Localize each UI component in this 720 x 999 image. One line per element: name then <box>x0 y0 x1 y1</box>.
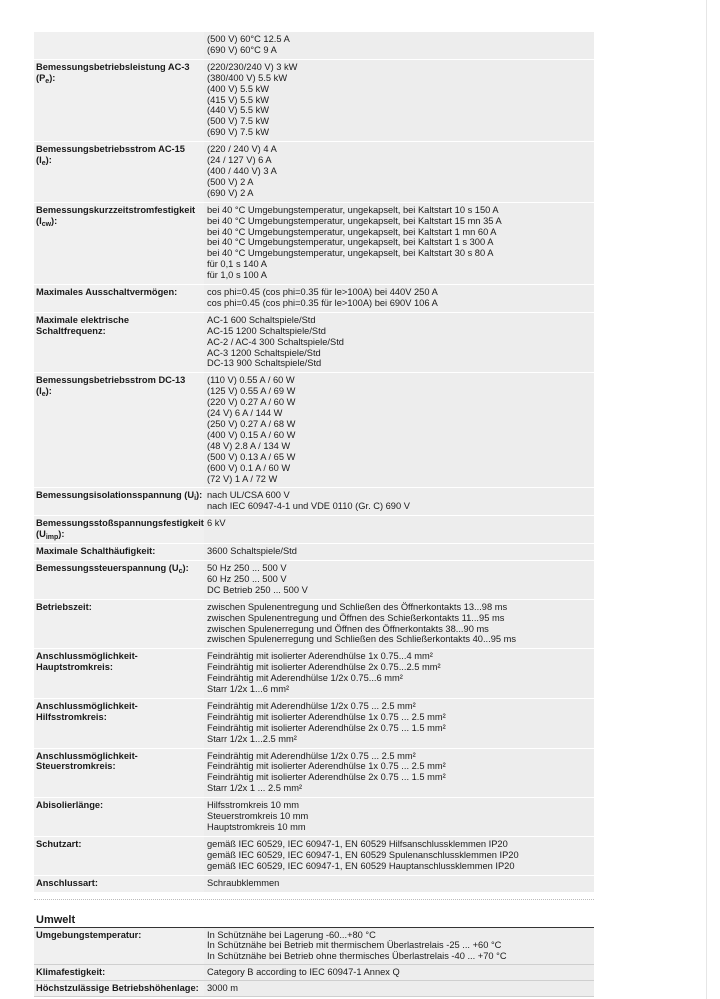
spec-label-symbol: $(I_e)$: <box>36 386 52 399</box>
spec-label-subscript: e <box>41 160 46 168</box>
spec-label-text: Anschlussart: <box>36 877 98 888</box>
page-edge-divider <box>706 0 707 999</box>
spec-label <box>34 516 204 544</box>
spec-value-line: zwischen Spulenentregung und Schließen des Öffnerkontakts 13...98 ms <box>207 601 508 612</box>
spec-row <box>34 599 594 649</box>
spec-value-line: Feindrähtig mit Aderendhülse 1/2x 0.75 ... 2.5 mm² <box>207 750 416 761</box>
spec-label-text: Klimafestigkeit: <box>36 967 106 978</box>
spec-label-subscript: c <box>178 567 183 575</box>
spec-value <box>204 285 594 313</box>
spec-row <box>34 965 594 981</box>
spec-value-line: In Schütznähe bei Betrieb mit thermischem Überlastrelais -25 ... +60 °C <box>207 940 502 951</box>
spec-value-line: bei 40 °C Umgebungstemperatur, ungekapselt, bei Kaltstart 1 mn 60 A <box>207 226 497 237</box>
spec-value-line: AC-2 / AC-4 300 Schaltspiele/Std <box>207 336 344 347</box>
spec-label-subscript: e <box>45 77 50 85</box>
spec-value-line: Feindrähtig mit isolierter Aderendhülse 2x 0.75...2.5 mm² <box>207 662 441 673</box>
spec-value <box>204 373 594 488</box>
spec-value-line: (110 V) 0.55 A / 60 W <box>207 375 295 386</box>
spec-value-line: Feindrähtig mit isolierter Aderendhülse 1x 0.75 ... 2.5 mm² <box>207 761 446 772</box>
spec-value-line: Starr 1/2x 1...2.5 mm² <box>207 733 297 744</box>
environment-table <box>34 928 594 998</box>
spec-label-text: Maximale Schalthäufigkeit: <box>36 546 156 557</box>
spec-value <box>204 59 594 141</box>
spec-value-line: (400 V) 0.15 A / 60 W <box>207 429 296 440</box>
spec-label-text: Bemessungsstoßspannungsfestigkeit <box>36 518 204 529</box>
spec-value-line: (600 V) 0.1 A / 60 W <box>207 462 291 473</box>
spec-label-text: Betriebszeit: <box>36 601 92 612</box>
spec-row <box>34 142 594 203</box>
spec-value-line: (500 V) 60°C 12.5 A <box>207 34 290 44</box>
spec-value-line: cos phi=0.45 (cos phi=0.35 für le>100A) bei 690V 106 A <box>207 297 438 308</box>
spec-label-subscript: imp <box>45 534 59 542</box>
spec-label <box>34 698 204 748</box>
spec-value-line: gemäß IEC 60529, IEC 60947-1, EN 60529 Spulenanschlussklemmen IP20 <box>207 849 519 860</box>
spec-row <box>34 698 594 748</box>
spec-label <box>34 202 204 284</box>
spec-label-subscript: i <box>194 495 197 503</box>
spec-value-line: für 1,0 s 100 A <box>207 270 267 281</box>
spec-value-line: bei 40 °C Umgebungstemperatur, ungekapselt, bei Kaltstart 1 s 300 A <box>207 237 494 248</box>
spec-value <box>204 599 594 649</box>
spec-label-text: Bemessungskurzzeitstromfestigkeit <box>36 204 196 215</box>
spec-row <box>34 649 594 699</box>
spec-value-line: zwischen Spulenerregung und Öffnen des Öffnerkontakts 38...90 ms <box>207 623 489 634</box>
spec-label-text: Umgebungstemperatur: <box>36 929 142 940</box>
spec-value-line: Feindrähtig mit isolierter Aderendhülse 1x 0.75 ... 2.5 mm² <box>207 711 446 722</box>
spec-row <box>34 373 594 488</box>
spec-value-line: Starr 1/2x 1...6 mm² <box>207 684 290 695</box>
spec-value-line: Feindrähtig mit isolierter Aderendhülse 1x 0.75...4 mm² <box>207 651 433 662</box>
spec-value-line: 60 Hz 250 ... 500 V <box>207 573 287 584</box>
spec-row <box>34 285 594 313</box>
section-divider <box>34 899 594 900</box>
spec-value-line: (125 V) 0.55 A / 69 W <box>207 386 296 397</box>
spec-label <box>34 59 204 141</box>
spec-value-line: (380/400 V) 5.5 kW <box>207 72 288 83</box>
spec-value-line: (220/230/240 V) 3 kW <box>207 61 298 72</box>
spec-value <box>204 560 594 599</box>
spec-label <box>34 488 204 516</box>
spec-value-line: Category B according to IEC 60947-1 Annex Q <box>207 967 400 978</box>
spec-value-line: (500 V) 2 A <box>207 176 254 187</box>
spec-value-line: 3000 m <box>207 983 239 994</box>
spec-value-line: Starr 1/2x 1 ... 2.5 mm² <box>207 783 303 794</box>
spec-value-line: bei 40 °C Umgebungstemperatur, ungekapselt, bei Kaltstart 30 s 80 A <box>207 248 494 259</box>
spec-value <box>204 142 594 203</box>
spec-value <box>204 488 594 516</box>
spec-row <box>34 202 594 284</box>
spec-label <box>34 748 204 798</box>
spec-value-line: AC-15 1200 Schaltspiele/Std <box>207 325 326 336</box>
spec-label-subscript: cw <box>41 220 52 228</box>
spec-row <box>34 312 594 373</box>
spec-row <box>34 928 594 965</box>
spec-label <box>34 560 204 599</box>
spec-value-line: (400 / 440 V) 3 A <box>207 165 277 176</box>
spec-value-line: gemäß IEC 60529, IEC 60947-1, EN 60529 Hauptanschlussklemmen IP20 <box>207 860 515 871</box>
spec-value <box>204 836 594 875</box>
spec-label <box>34 142 204 203</box>
spec-label-symbol: $(U_{imp})$: <box>36 529 65 542</box>
spec-value-line: (48 V) 2.8 A / 134 W <box>207 440 291 451</box>
spec-value-line: Feindrähtig mit isolierter Aderendhülse 2x 0.75 ... 1.5 mm² <box>207 722 446 733</box>
spec-label <box>34 544 204 561</box>
spec-value-line: nach IEC 60947-4-1 und VDE 0110 (Gr. C) 690 V <box>207 501 410 512</box>
spec-value-line: In Schütznähe bei Lagerung -60...+80 °C <box>207 929 376 940</box>
spec-value-line: (250 V) 0.27 A / 68 W <box>207 419 296 429</box>
spec-value-line: (690 V) 7.5 kW <box>207 127 270 138</box>
spec-value-line: 6 kV <box>207 518 226 529</box>
spec-label <box>34 798 204 837</box>
spec-label <box>34 312 204 373</box>
specification-table <box>34 32 594 893</box>
spec-label <box>34 836 204 875</box>
spec-row <box>34 798 594 837</box>
spec-value-line: (440 V) 5.5 kW <box>207 105 270 116</box>
spec-value-line: bei 40 °C Umgebungstemperatur, ungekapselt, bei Kaltstart 10 s 150 A <box>207 204 499 215</box>
spec-value <box>204 544 594 561</box>
spec-value-line: DC Betrieb 250 ... 500 V <box>207 584 308 595</box>
spec-value-line: (72 V) 1 A / 72 W <box>207 473 278 484</box>
spec-row <box>34 544 594 561</box>
spec-label <box>34 875 204 892</box>
spec-label <box>34 965 204 981</box>
spec-value-line: Schraubklemmen <box>207 877 280 888</box>
spec-value <box>204 748 594 798</box>
spec-value-line: (690 V) 60°C 9 A <box>207 44 277 55</box>
spec-value-line: 50 Hz 250 ... 500 V <box>207 562 287 573</box>
spec-label-text: Bemessungsbetriebsleistung AC-3 <box>36 61 190 72</box>
spec-value <box>204 981 594 997</box>
spec-value-line: DC-13 900 Schaltspiele/Std <box>207 358 322 369</box>
spec-label-text: Anschlussmöglichkeit- <box>36 651 138 662</box>
spec-value-line: (690 V) 2 A <box>207 187 254 198</box>
spec-value-line: (415 V) 5.5 kW <box>207 94 270 105</box>
spec-value-line: (500 V) 0.13 A / 65 W <box>207 451 296 462</box>
spec-value-line: zwischen Spulenentregung und Öffnen des Schießerkontakts 11...95 ms <box>207 612 505 623</box>
spec-value-line: Feindrähtig mit isolierter Aderendhülse 2x 0.75 ... 1.5 mm² <box>207 772 446 783</box>
spec-value <box>204 516 594 544</box>
spec-row <box>34 59 594 141</box>
spec-label-text-line2: Hauptstromkreis: <box>36 662 113 673</box>
spec-label <box>34 32 204 59</box>
spec-label-text-line2: Steuerstromkreis: <box>36 761 116 772</box>
spec-value-line: Feindrähtig mit Aderendhülse 1/2x 0.75...6 mm² <box>207 673 403 684</box>
spec-sheet <box>34 32 594 997</box>
spec-label-text: Bemessungsbetriebsstrom DC-13 <box>36 375 186 386</box>
spec-value-line: nach UL/CSA 600 V <box>207 490 290 501</box>
spec-label-text: Anschlussmöglichkeit- <box>36 700 138 711</box>
spec-value-line: (220 V) 0.27 A / 60 W <box>207 397 296 408</box>
spec-value-line: (220 / 240 V) 4 A <box>207 144 277 155</box>
spec-label-text: Bemessungsbetriebsstrom AC-15 <box>36 144 185 155</box>
spec-label-symbol: $(P_e)$: <box>36 72 56 85</box>
spec-label-text: Schutzart: <box>36 838 82 849</box>
spec-row <box>34 981 594 997</box>
spec-row <box>34 748 594 798</box>
spec-label <box>34 285 204 313</box>
spec-value-line: AC-3 1200 Schaltspiele/Std <box>207 347 321 358</box>
spec-label-text: Bemessungsisolationsspannung $(U_i)$: <box>36 490 203 503</box>
spec-label-text: Anschlussmöglichkeit- <box>36 750 138 761</box>
spec-label <box>34 599 204 649</box>
spec-value-line: (24 V) 6 A / 144 W <box>207 408 283 419</box>
spec-value-line: gemäß IEC 60529, IEC 60947-1, EN 60529 Hilfsanschlussklemmen IP20 <box>207 838 508 849</box>
spec-value <box>204 698 594 748</box>
spec-value-line: bei 40 °C Umgebungstemperatur, ungekapselt, bei Kaltstart 15 mn 35 A <box>207 215 502 226</box>
spec-value-line: für 0,1 s 140 A <box>207 259 267 270</box>
spec-value-line: In Schütznähe bei Betrieb ohne thermisches Überlastrelais -40 ... +70 °C <box>207 951 507 962</box>
spec-value-line: Steuerstromkreis 10 mm <box>207 811 309 822</box>
spec-value <box>204 875 594 892</box>
spec-label-symbol: $(I_e)$: <box>36 155 52 168</box>
spec-row <box>34 488 594 516</box>
spec-value <box>204 32 594 59</box>
spec-value-line: Hauptstromkreis 10 mm <box>207 822 306 832</box>
spec-row <box>34 836 594 875</box>
spec-value-line: AC-1 600 Schaltspiele/Std <box>207 314 316 325</box>
spec-value <box>204 798 594 837</box>
spec-row <box>34 875 594 892</box>
spec-value <box>204 312 594 373</box>
spec-label <box>34 373 204 488</box>
spec-label-text-line2: Hilfsstromkreis: <box>36 711 107 722</box>
spec-value-line: Hilfsstromkreis 10 mm <box>207 800 299 811</box>
spec-row <box>34 560 594 599</box>
spec-label-text: Maximales Ausschaltvermögen: <box>36 287 178 298</box>
section-title-environment: Umwelt <box>34 914 594 928</box>
spec-label-subscript: e <box>41 391 46 399</box>
spec-value-line: zwischen Spulenerregung und Schließen des Schließerkontakts 40...95 ms <box>207 634 517 645</box>
spec-label <box>34 981 204 997</box>
spec-label-text: Maximale elektrische <box>36 314 130 325</box>
spec-label-symbol: $(I_{cw})$: <box>36 215 58 228</box>
spec-value-line: (24 / 127 V) 6 A <box>207 155 272 166</box>
spec-label-text: Bemessungssteuerspannung $(U_c)$: <box>36 562 189 575</box>
spec-value <box>204 649 594 699</box>
spec-label-text-line2: Schaltfrequenz: <box>36 325 106 336</box>
spec-label-text: Höchstzulässige Betriebshöhenlage: <box>36 983 199 994</box>
spec-value-line: cos phi=0.45 (cos phi=0.35 für le>100A) bei 440V 250 A <box>207 287 438 298</box>
spec-row <box>34 32 594 59</box>
spec-value-line: (500 V) 7.5 kW <box>207 116 270 127</box>
spec-label <box>34 928 204 965</box>
spec-value-line: Feindrähtig mit Aderendhülse 1/2x 0.75 ... 2.5 mm² <box>207 700 416 711</box>
spec-value <box>204 202 594 284</box>
spec-label <box>34 649 204 699</box>
spec-value-line: 3600 Schaltspiele/Std <box>207 546 297 557</box>
spec-label-text: Abisolierlänge: <box>36 800 104 811</box>
spec-value <box>204 928 594 965</box>
spec-value <box>204 965 594 981</box>
spec-row <box>34 516 594 544</box>
spec-value-line: (400 V) 5.5 kW <box>207 83 270 94</box>
